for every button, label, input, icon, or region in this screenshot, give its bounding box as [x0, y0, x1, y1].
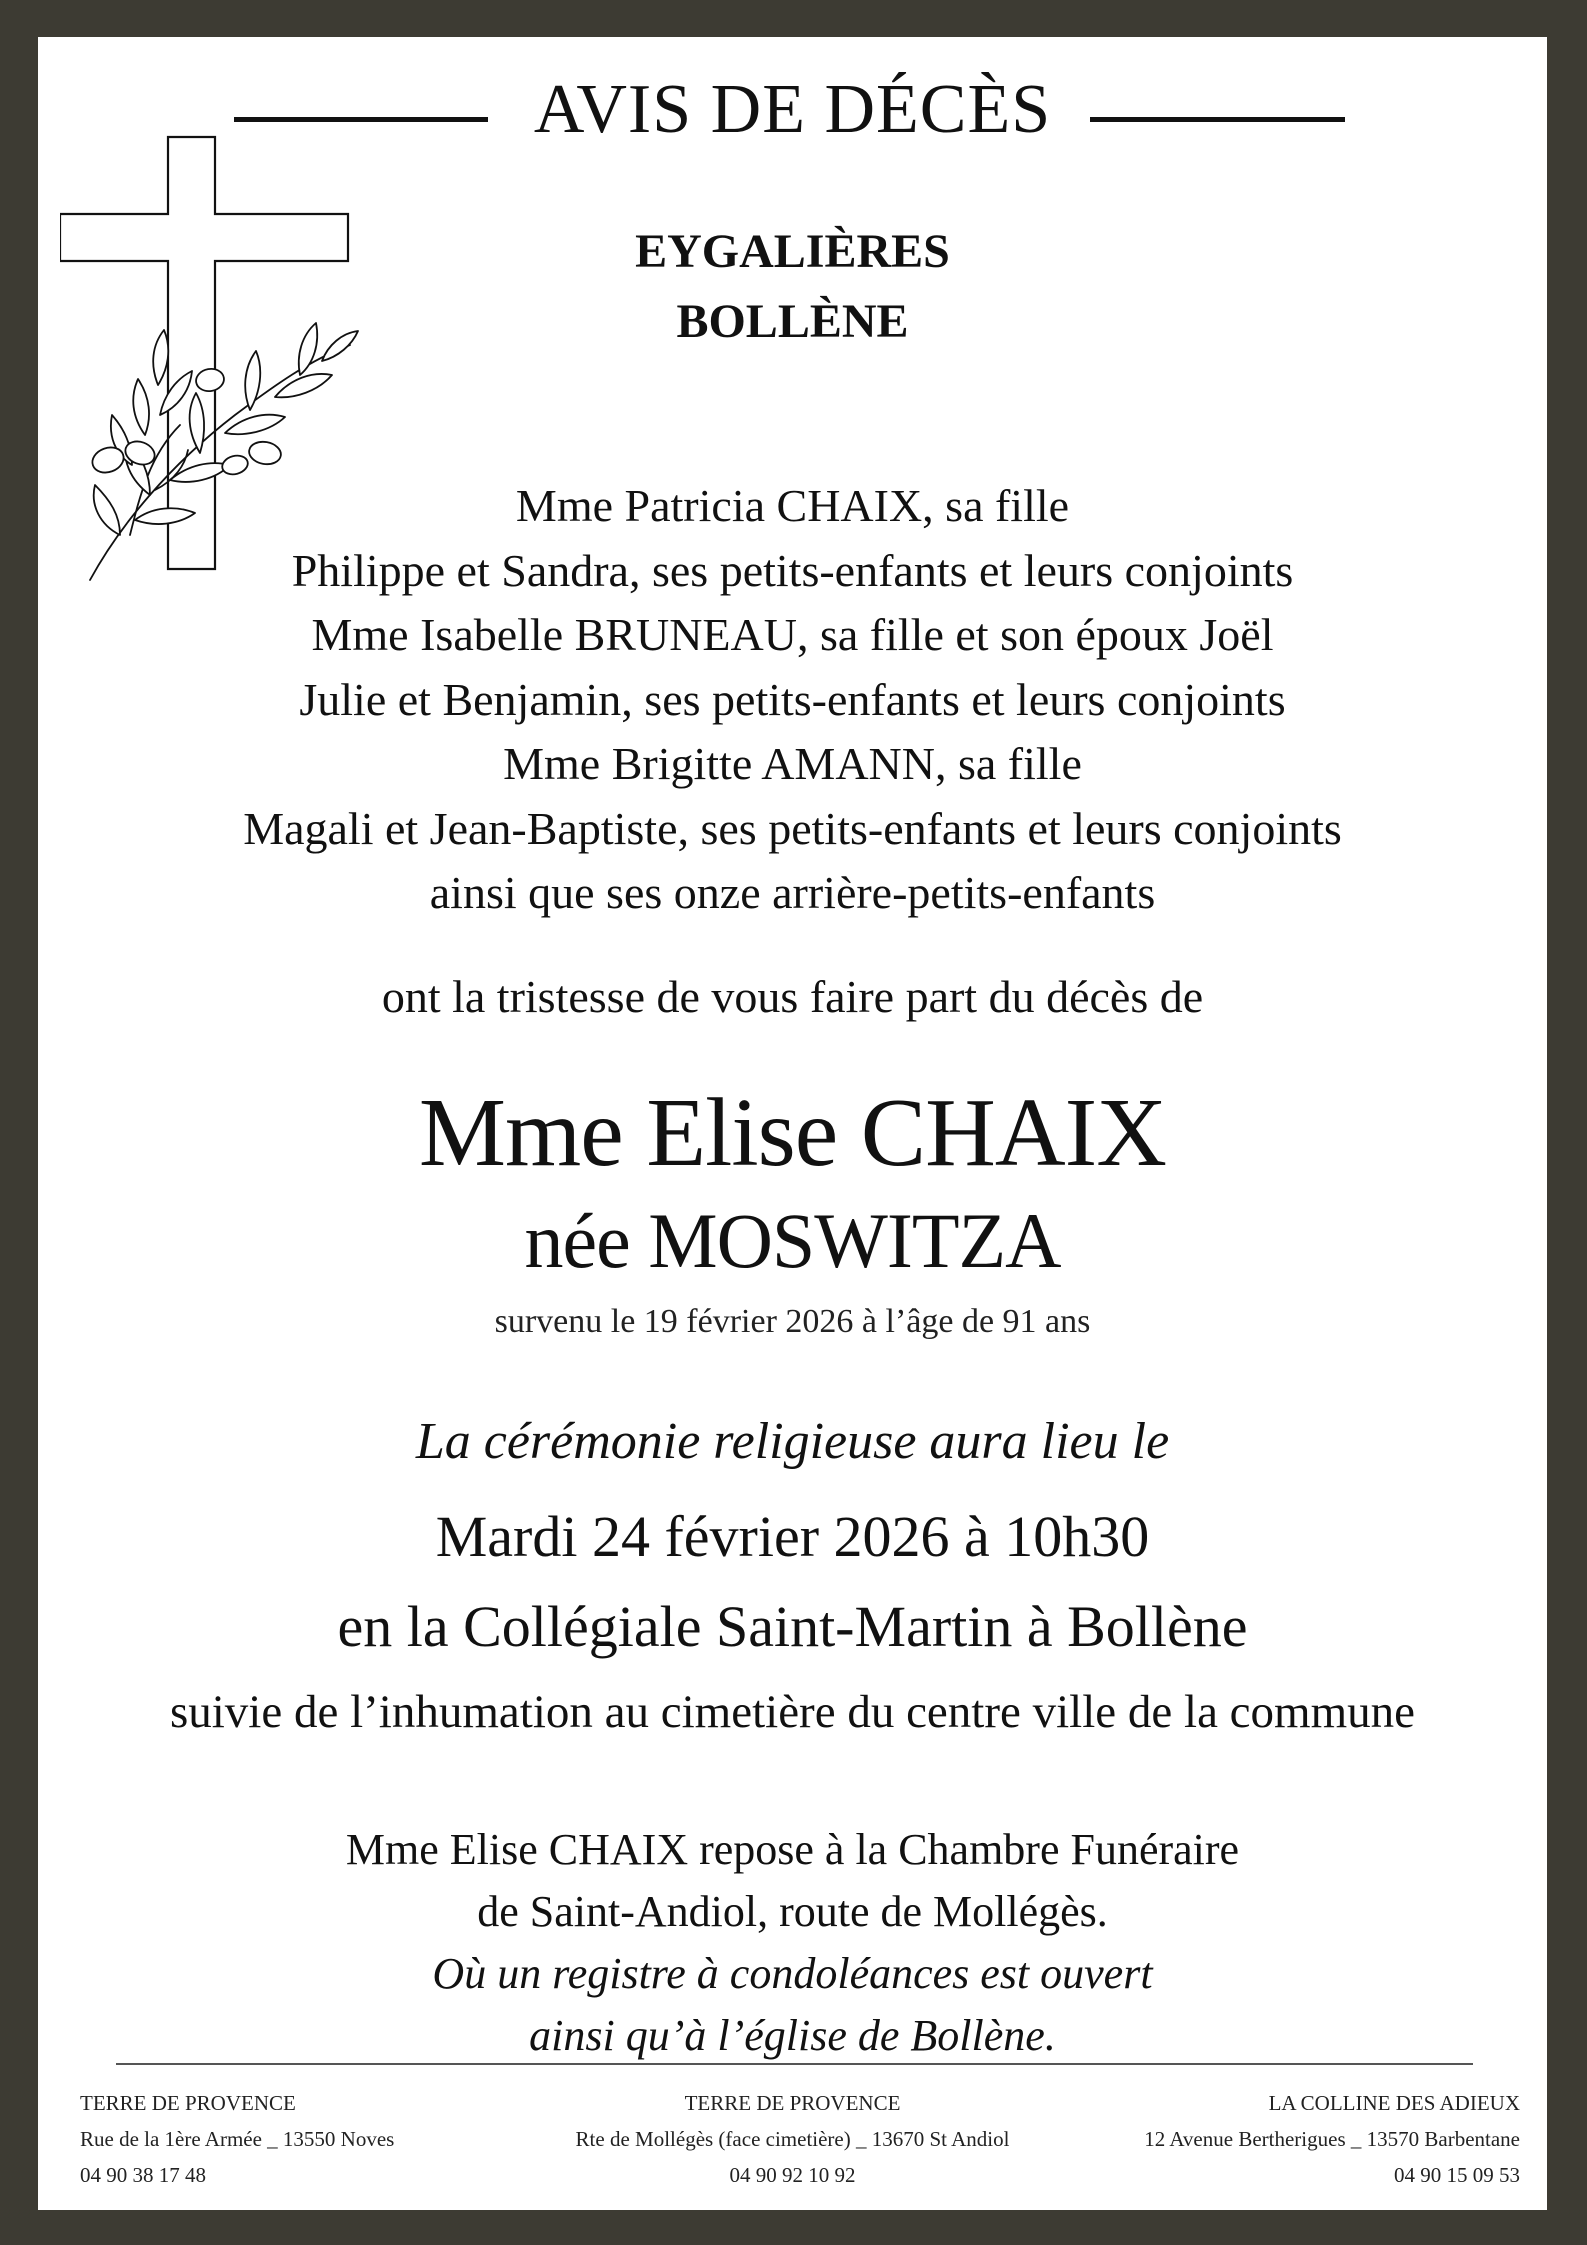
agency-name: LA COLLINE DES ADIEUX	[1268, 2091, 1520, 2115]
announcement: ont la tristesse de vous faire part du décès de	[381, 971, 1204, 1022]
notice-title: AVIS DE DÉCÈS	[533, 71, 1052, 148]
ceremony-intro: La cérémonie religieuse aura lieu le	[415, 1413, 1170, 1470]
footer-divider	[116, 2063, 1473, 2065]
deceased-maiden-name: née MOSWITZA	[524, 1197, 1061, 1284]
deceased-name: Mme Elise CHAIX	[418, 1079, 1167, 1187]
ceremony-place: en la Collégiale Saint-Martin à Bollène	[337, 1594, 1248, 1659]
place-eygalieres: EYGALIÈRES	[635, 225, 950, 278]
notice-page	[38, 37, 1547, 2210]
condolence-line: Où un registre à condoléances est ouvert	[432, 1949, 1153, 1998]
condolence-line: ainsi qu’à l’église de Bollène.	[529, 2011, 1056, 2060]
agency-name: TERRE DE PROVENCE	[80, 2091, 296, 2115]
agency-phone: 04 90 38 17 48	[80, 2163, 206, 2187]
family-line: Philippe et Sandra, ses petits-enfants et leurs conjoints	[291, 544, 1294, 596]
repose-line: de Saint-Andiol, route de Mollégès.	[477, 1887, 1108, 1936]
places-block	[38, 217, 1547, 357]
ceremony-burial: suivie de l’inhumation au cimetière du centre ville de la commune	[169, 1686, 1416, 1738]
family-line: Magali et Jean-Baptiste, ses petits-enfants et leurs conjoints	[243, 802, 1342, 854]
death-info: survenu le 19 février 2026 à l’âge de 91 ans	[494, 1303, 1091, 1340]
family-line: ainsi que ses onze arrière-petits-enfants	[429, 867, 1156, 918]
agency-address: Rue de la 1ère Armée _ 13550 Noves	[80, 2127, 395, 2151]
ceremony-date: Mardi 24 février 2026 à 10h30	[435, 1504, 1150, 1569]
agency-address: 12 Avenue Bertherigues _ 13570 Barbentane	[1144, 2127, 1520, 2151]
agency-phone: 04 90 15 09 53	[1394, 2163, 1520, 2187]
title-rule-right	[1090, 117, 1345, 122]
agency-phone: 04 90 92 10 92	[729, 2163, 856, 2187]
family-line: Mme Isabelle BRUNEAU, sa fille et son époux Joël	[311, 609, 1274, 660]
agency-address: Rte de Mollégès (face cimetière) _ 13670 St Andiol	[575, 2127, 1010, 2151]
family-line: Mme Brigitte AMANN, sa fille	[503, 738, 1082, 789]
family-line: Julie et Benjamin, ses petits-enfants et leurs conjoints	[299, 673, 1286, 725]
family-line: Mme Patricia CHAIX, sa fille	[515, 480, 1070, 531]
family-list	[38, 474, 1547, 926]
repose-info	[38, 1819, 1547, 2067]
footer-agency-barbentane	[1144, 2085, 1520, 2193]
repose-line: Mme Elise CHAIX repose à la Chambre Funéraire	[345, 1825, 1240, 1874]
agency-name: TERRE DE PROVENCE	[684, 2091, 901, 2115]
place-bollene: BOLLÈNE	[676, 295, 909, 348]
